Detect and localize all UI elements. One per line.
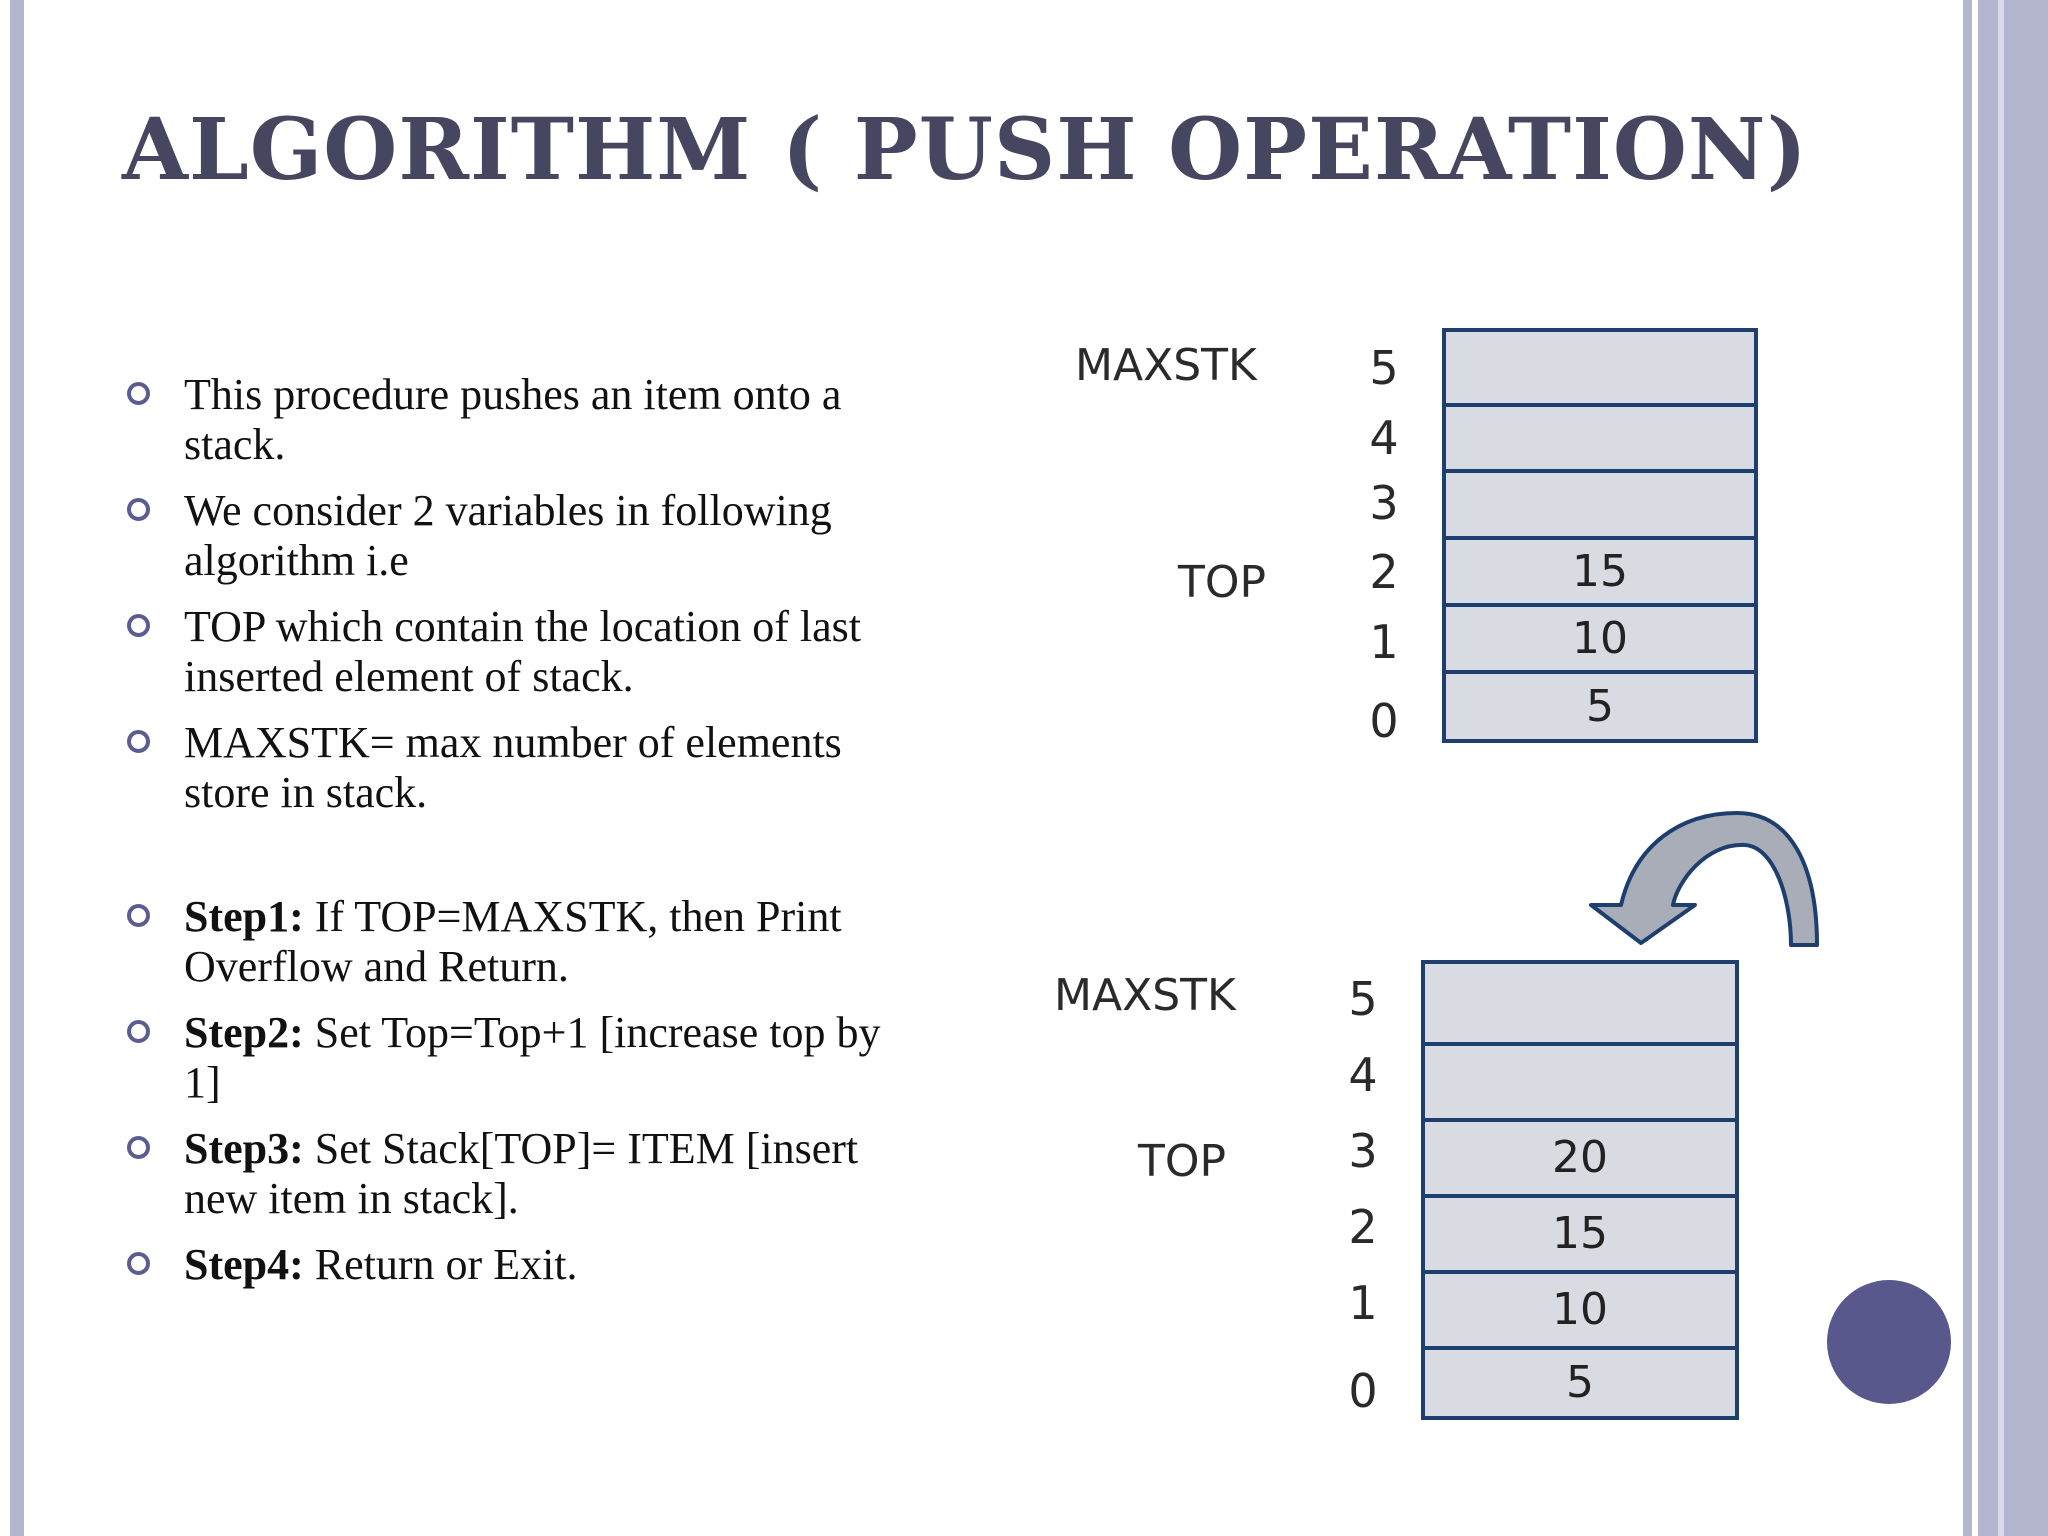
- bullet-item: [120, 486, 920, 586]
- top-label: TOP: [1178, 557, 1267, 608]
- right-border-bar: [2004, 0, 2048, 1536]
- decorative-circle: [1827, 1280, 1951, 1404]
- slide-title: ALGORITHM ( PUSH OPERATION): [122, 100, 1808, 200]
- step-label: Step3:: [184, 1124, 304, 1173]
- bullet-text: MAXSTK= max number of elements store in stack.: [184, 718, 842, 817]
- step-item: [120, 1240, 920, 1290]
- stack-index: 0: [1348, 1364, 1378, 1418]
- bullet-ring-icon: [127, 614, 150, 637]
- stack-cell: [1425, 964, 1735, 1042]
- stack-cell: 5: [1446, 670, 1754, 739]
- bullet-list: [120, 370, 920, 1306]
- stack-cell: 5: [1425, 1346, 1735, 1416]
- stack-cell: [1446, 469, 1754, 536]
- bullet-item: [120, 602, 920, 702]
- stack-index: 2: [1348, 1200, 1378, 1254]
- stack-index: 5: [1369, 341, 1399, 395]
- bullet-ring-icon: [127, 730, 150, 753]
- stack-cell: [1446, 403, 1754, 469]
- step-item: [120, 1124, 920, 1224]
- step-item: [120, 1008, 920, 1108]
- stack-index: 5: [1348, 972, 1378, 1026]
- bullet-text: TOP which contain the location of last inserted element of stack.: [184, 602, 861, 701]
- right-border-bar: [1963, 0, 1972, 1536]
- stack-index: 2: [1369, 545, 1399, 599]
- bullet-ring-icon: [127, 1252, 150, 1275]
- stack-index: 1: [1348, 1276, 1378, 1330]
- list-spacer: [120, 834, 920, 892]
- bullet-item: [120, 718, 920, 818]
- maxstk-label: MAXSTK: [1054, 970, 1236, 1021]
- stack-cell: [1446, 332, 1754, 403]
- bullet-text: This procedure pushes an item onto a stack.: [184, 370, 842, 469]
- stack-index: 0: [1369, 694, 1399, 748]
- step-text: Set Stack[TOP]= ITEM [insert new item in stack].: [184, 1124, 859, 1223]
- stack-cell: 20: [1425, 1118, 1735, 1194]
- bullet-ring-icon: [127, 904, 150, 927]
- curved-arrow-icon: [1585, 805, 1825, 955]
- stack-box: [1442, 328, 1758, 743]
- left-border-bar: [10, 0, 24, 1536]
- stack-cell: 10: [1425, 1270, 1735, 1346]
- stack-cell: 10: [1446, 603, 1754, 670]
- step-text: Return or Exit.: [303, 1240, 578, 1289]
- step-label: Step4:: [184, 1240, 304, 1289]
- right-border-bar: [1978, 0, 1998, 1536]
- stack-cell: 15: [1425, 1194, 1735, 1270]
- stack-index: 3: [1369, 476, 1399, 530]
- bullet-ring-icon: [127, 1020, 150, 1043]
- bullet-ring-icon: [127, 1136, 150, 1159]
- bullet-ring-icon: [127, 382, 150, 405]
- top-label: TOP: [1138, 1136, 1227, 1187]
- step-item: [120, 892, 920, 992]
- stack-index: 4: [1348, 1048, 1378, 1102]
- step-text: Set Top=Top+1 [increase top by 1]: [184, 1008, 881, 1107]
- stack-box: [1421, 960, 1739, 1420]
- bullet-item: [120, 370, 920, 470]
- maxstk-label: MAXSTK: [1075, 340, 1257, 391]
- stack-index: 1: [1369, 615, 1399, 669]
- stack-cell: [1425, 1042, 1735, 1118]
- stack-cell: 15: [1446, 536, 1754, 603]
- step-label: Step1:: [184, 892, 304, 941]
- step-text: If TOP=MAXSTK, then Print Overflow and Return.: [184, 892, 842, 991]
- bullet-text: We consider 2 variables in following algorithm i.e: [184, 486, 832, 585]
- bullet-ring-icon: [127, 498, 150, 521]
- step-label: Step2:: [184, 1008, 304, 1057]
- stack-index: 4: [1369, 411, 1399, 465]
- stack-index: 3: [1348, 1124, 1378, 1178]
